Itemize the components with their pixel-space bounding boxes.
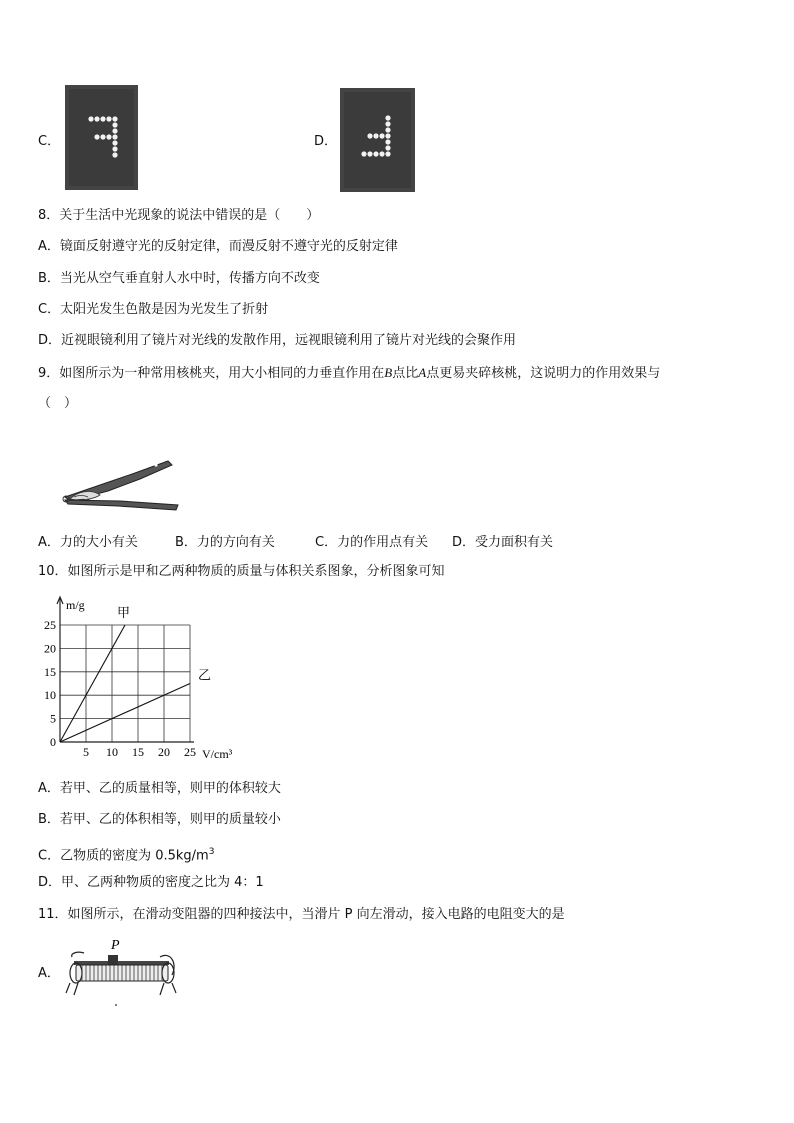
x-tick-label: 20	[158, 745, 170, 759]
q9-point-b: B	[384, 365, 393, 380]
q9-option-b: B．力的方向有关	[175, 535, 275, 550]
q9-option-d: D．受力面积有关	[452, 535, 554, 550]
q8-option-b: B．当光从空气垂直射人水中时，传播方向不改变	[38, 271, 320, 286]
y-tick-label: 15	[44, 664, 56, 679]
q10-option-c	[38, 843, 214, 865]
q9-stem-part3: 点更易夹碎核桃，这说明力的作用效果与	[426, 366, 661, 381]
y-tick-label: 5	[50, 711, 56, 726]
q9-stem-part1: 9．如图所示为一种常用核桃夹，用大小相同的力垂直作用在	[38, 366, 385, 381]
q9-point-a: A	[418, 365, 427, 380]
y-tick-label: 0	[50, 735, 56, 749]
q10-stem: 10．如图所示是甲和乙两种物质的质量与体积关系图象，分析图象可知	[38, 564, 445, 579]
q7-option-d-label: D．	[314, 134, 338, 149]
q10-option-a: A．若甲、乙的质量相等，则甲的体积较大	[38, 781, 281, 796]
y-tick-label: 20	[44, 641, 56, 656]
q10-option-c-text: C．乙物质的密度为 0.5kg/m	[38, 848, 209, 864]
q9-stem	[38, 364, 660, 383]
chart-grid	[60, 625, 190, 742]
q7-option-d-image	[340, 88, 415, 192]
q9-option-c: C．力的作用点有关	[315, 535, 429, 550]
series-label-jia: 甲	[117, 606, 131, 621]
q8-stem: 8．关于生活中光现象的说法中错误的是（ ）	[38, 208, 320, 223]
q8-option-c: C．太阳光发生色散是因为光发生了折射	[38, 302, 269, 317]
series-line-yi	[60, 684, 190, 743]
chart-y-axis-label: m/g	[66, 598, 85, 612]
q9-option-a: A．力的大小有关	[38, 535, 138, 550]
q11-stem: 11．如图所示，在滑动变阻器的四种接法中，当滑片 P 向左滑动，接入电路的电阻变大的是	[38, 907, 565, 922]
slider-label: P	[111, 938, 120, 953]
q9-stem-line2: （ ）	[38, 396, 78, 411]
q10-chart	[34, 592, 254, 762]
series-line-jia	[60, 625, 125, 742]
q10-option-d: D．甲、乙两种物质的密度之比为 4：1	[38, 875, 264, 890]
q10-option-b: B．若甲、乙的体积相等，则甲的质量较小	[38, 812, 281, 827]
y-tick-label: 10	[44, 688, 56, 703]
chart-x-axis-label: V/cm³	[202, 747, 233, 761]
series-label-yi: 乙	[198, 668, 212, 684]
x-tick-label: 10	[106, 745, 118, 759]
q11-rheostat-image	[64, 935, 184, 1010]
y-tick-label: 25	[44, 618, 56, 632]
q8-option-a: A．镜面反射遵守光的反射定律，而漫反射不遵守光的反射定律	[38, 239, 398, 254]
x-tick-label: 15	[132, 745, 144, 759]
q9-stem-part2: 点比	[392, 366, 419, 381]
x-tick-label: 25	[184, 745, 196, 759]
q9-nutcracker-image	[60, 455, 180, 515]
q11-option-a-label: A．	[38, 966, 60, 981]
q7-option-c-label: C．	[38, 134, 61, 149]
q7-option-c-image	[65, 85, 138, 190]
x-tick-label: 5	[83, 745, 89, 759]
q8-option-d: D．近视眼镜利用了镜片对光线的发散作用，远视眼镜利用了镜片对光线的会聚作用	[38, 333, 517, 348]
q10-option-c-sup: 3	[208, 847, 215, 857]
